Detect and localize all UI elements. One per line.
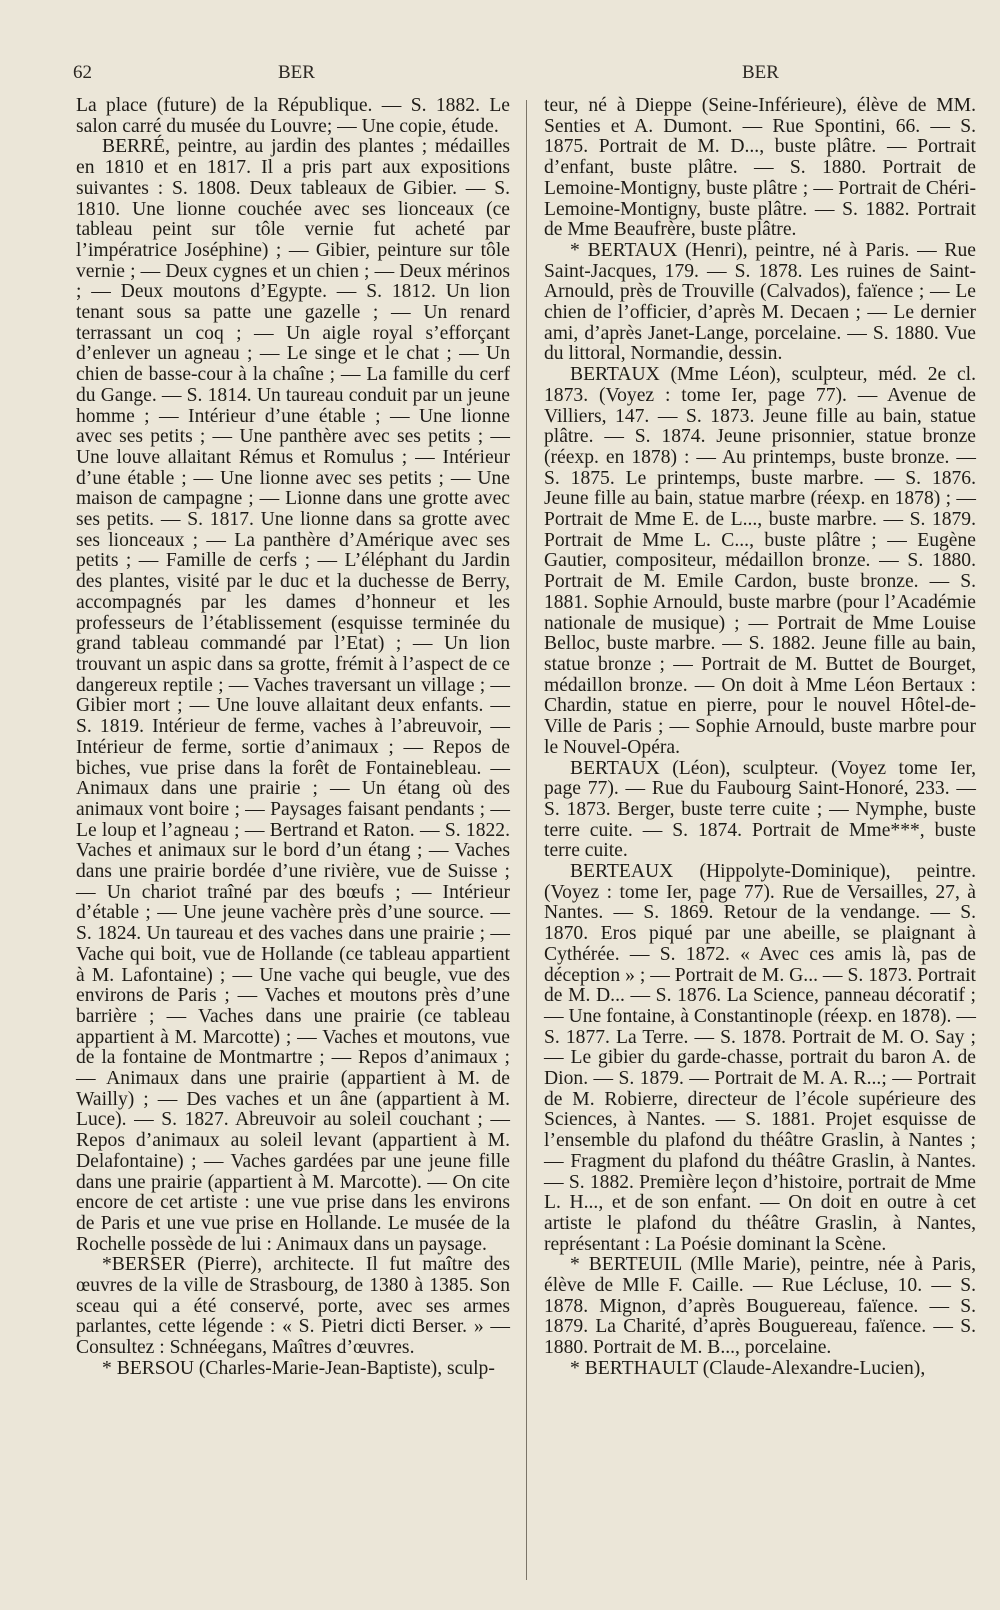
- running-header: [0, 56, 1000, 96]
- paragraph: * BERTHAULT (Claude-Alexandre-Lucien),: [570, 1357, 926, 1379]
- paragraph: *BERSER (Pierre), architecte. Il fut maître des œuvres de la ville de Strasbourg, de 1380 à 1385. Son sceau qui a été conservé, porte, avec ses armes parlantes, cette légende : « S. Pietri dicti Berser. » — Consultez : Schnéegans, Maîtres d’œuvres.: [76, 1254, 510, 1359]
- left-running-head: BER: [278, 62, 315, 83]
- paragraph: BERTAUX (Mme Léon), sculpteur, méd. 2e cl. 1873. (Voyez : tome Ier, page 77). — Avenue de Villiers, 147. — S. 1873. Jeune fille au bain, statue plâtre. — S. 1874. Jeune prisonnier, statue bronze (réexp. en 1878) : — Au printemps, buste bronze. — S. 1875. Le printemps, buste marbre. — S. 1876. Jeune fille au bain, statue marbre (réexp. en 1878) ; — Portrait de Mme E. de L..., buste marbre. — S. 1879. Portrait de Mme L. C..., buste plâtre ; — Eugène Gautier, compositeur, médaillon bronze. — S. 1880. Portrait de M. Emile Cardon, buste bronze. — S. 1881. Sophie Arnould, buste marbre (pour l’Académie nationale de musique) ; — Portrait de Mme Louise Belloc, buste marbre. — S. 1882. Jeune fille au bain, statue bronze ; — Portrait de M. Buttet de Bourget, médaillon bronze. — On doit à Mme Léon Bertaux : Chardin, statue en pierre, pour le nouvel Hôtel-de-Ville de Paris ; — Sophie Arnould, buste marbre pour le Nouvel-Opéra.: [544, 364, 976, 758]
- page-number: 62: [73, 62, 92, 83]
- paragraph: teur, né à Dieppe (Seine-Inférieure), élève de MM. Senties et A. Dumont. — Rue Spontini, 66. — S. 1875. Portrait de M. D..., buste plâtre. — Portrait d’enfant, buste plâtre. — S. 1880. Portrait de Lemoine-Montigny, buste plâtre ; — Portrait de Chéri-Lemoine-Montigny, buste plâtre. — S. 1882. Portrait de Mme Beaufrère, buste plâtre.: [544, 95, 976, 241]
- paragraph: * BERTEUIL (Mlle Marie), peintre, née à Paris, élève de Mlle F. Caille. — Rue Lécluse, 10. — S. 1878. Mignon, d’après Bouguereau, faïence. — S. 1879. La Charité, d’après Bouguereau, faïence. — S. 1880. Portrait de M. B..., porcelaine.: [544, 1254, 976, 1359]
- left-column: [76, 96, 510, 1380]
- paragraph: * BERSOU (Charles-Marie-Jean-Baptiste), sculp-: [102, 1357, 495, 1379]
- right-running-head: BER: [742, 62, 779, 83]
- paragraph: BERRÉ, peintre, au jardin des plantes ; médailles en 1810 et en 1817. Il a pris part aux expositions suivantes : S. 1808. Deux tableaux de Gibier. — S. 1810. Une lionne couchée avec ses lionceaux (ce tableau peint sur tôle vernie fut acheté par l’impératrice Joséphine) ; — Gibier, peinture sur tôle vernie ; — Deux cygnes et un chien ; — Deux mérinos ; — Deux moutons d’Egypte. — S. 1812. Un lion tenant sous sa patte une gazelle ; — Un renard terrassant un coq ; — Un aigle royal s’efforçant d’enlever un agneau ; — Le singe et le chat ; — Un chien de basse-cour à la chaîne ; — La famille du cerf du Gange. — S. 1814. Un taureau conduit par un jeune homme ; — Intérieur d’une étable ; — Une lionne avec ses petits ; — Une panthère avec ses petits ; — Une louve allaitant Rémus et Romulus ; — Intérieur d’une étable ; — Une lionne avec ses petits ; — Une maison de campagne ; — Lionne dans une grotte avec ses petits. — S. 1817. Une lionne dans sa grotte avec ses lionceaux ; — La panthère d’Amérique avec ses petits ; — Famille de cerfs ; — L’éléphant du Jardin des plantes, visité par le duc et la duchesse de Berry, accompagnés par les dames d’honneur et les professeurs de l’établissement (esquisse terminée du grand tableau commandé par l’Etat) ; — Un lion trouvant un aspic dans sa grotte, frémit à l’aspect de ce dangereux reptile ; — Vaches traversant un village ; — Gibier mort ; — Une louve allaitant deux enfants. — S. 1819. Intérieur de ferme, vaches à l’abreuvoir, — Intérieur de ferme, sortie d’animaux ; — Repos de biches, vue prise dans la forêt de Fontainebleau. — Animaux dans une prairie ; — Un étang où des animaux vont boire ; — Paysages faisant pendants ; — Le loup et l’agneau ; — Bertrand et Raton. — S. 1822. Vaches et animaux sur le bord d’un étang ; — Vaches dans une prairie bordée d’une rivière, vue de Suisse ; — Un chariot traîné par des bœufs ; — Intérieur d’étable ; — Une jeune vachère près d’une source. — S. 1824. Un taureau et des vaches dans une prairie ; — Vache qui boit, vue de Hollande (ce tableau appartient à M. Lafontaine) ; — Une vache qui beugle, vue des environs de Paris ; — Vaches et moutons près d’une barrière ; — Vaches dans une prairie (ce tableau appartient à M. Marcotte) ; — Vaches et moutons, vue de la fontaine de Montmartre ; — Repos d’animaux ; — Animaux dans une prairie (appartient à M. de Wailly) ; — Des vaches et un âne (appartient à M. Luce). — S. 1827. Abreuvoir au soleil couchant ; — Repos d’animaux au soleil levant (appartient à M. Delafontaine) ; — Vaches gardées par une jeune fille dans une prairie (appartient à M. Marcotte). — On cite encore de cet artiste : une vue prise dans les environs de Paris et une vue prise en Hollande. Le musée de la Rochelle possède de lui : Animaux dans un paysage.: [76, 136, 510, 1255]
- right-column: [544, 96, 976, 1380]
- paragraph: BERTEAUX (Hippolyte-Dominique), peintre. (Voyez : tome Ier, page 77). Rue de Versailles, 27, à Nantes. — S. 1869. Retour de la vendange. — S. 1870. Eros piqué par une abeille, se plaignant à Cythérée. — S. 1872. « Avec ces amis là, pas de déception » ; — Portrait de M. G... — S. 1873. Portrait de M. D... — S. 1876. La Science, panneau décoratif ; — Une fontaine, à Constantinople (réexp. en 1878). — S. 1877. La Terre. — S. 1878. Portrait de M. O. Say ; — Le gibier du garde-chasse, portrait du baron A. de Dion. — S. 1879. — Portrait de M. A. R...; — Portrait de M. Robierre, directeur de l’école supérieure des Sciences, à Nantes. — S. 1881. Projet esquisse de l’ensemble du plafond du théâtre Graslin, à Nantes ; — Fragment du plafond du théâtre Graslin, à Nantes. — S. 1882. Première leçon d’histoire, portrait de Mme L. H..., et de son enfant. — On doit en outre à cet artiste le plafond du théâtre Graslin, à Nantes, représentant : La Poésie dominant la Scène.: [544, 861, 976, 1255]
- paragraph: * BERTAUX (Henri), peintre, né à Paris. — Rue Saint-Jacques, 179. — S. 1878. Les ruines de Saint-Arnould, près de Trouville (Calvados), faïence ; — Le chien de l’officier, d’après M. Decaen ; — Le dernier ami, d’après Janet-Lange, porcelaine. — S. 1880. Vue du littoral, Normandie, dessin.: [544, 239, 976, 365]
- column-divider: [526, 100, 527, 1580]
- paragraph: La place (future) de la République. — S. 1882. Le salon carré du musée du Louvre; — Une copie, étude.: [76, 95, 510, 137]
- paragraph: BERTAUX (Léon), sculpteur. (Voyez tome Ier, page 77). — Rue du Faubourg Saint-Honoré, 233. — S. 1873. Berger, buste terre cuite ; — Nymphe, buste terre cuite. — S. 1874. Portrait de Mme***, buste terre cuite.: [544, 757, 976, 862]
